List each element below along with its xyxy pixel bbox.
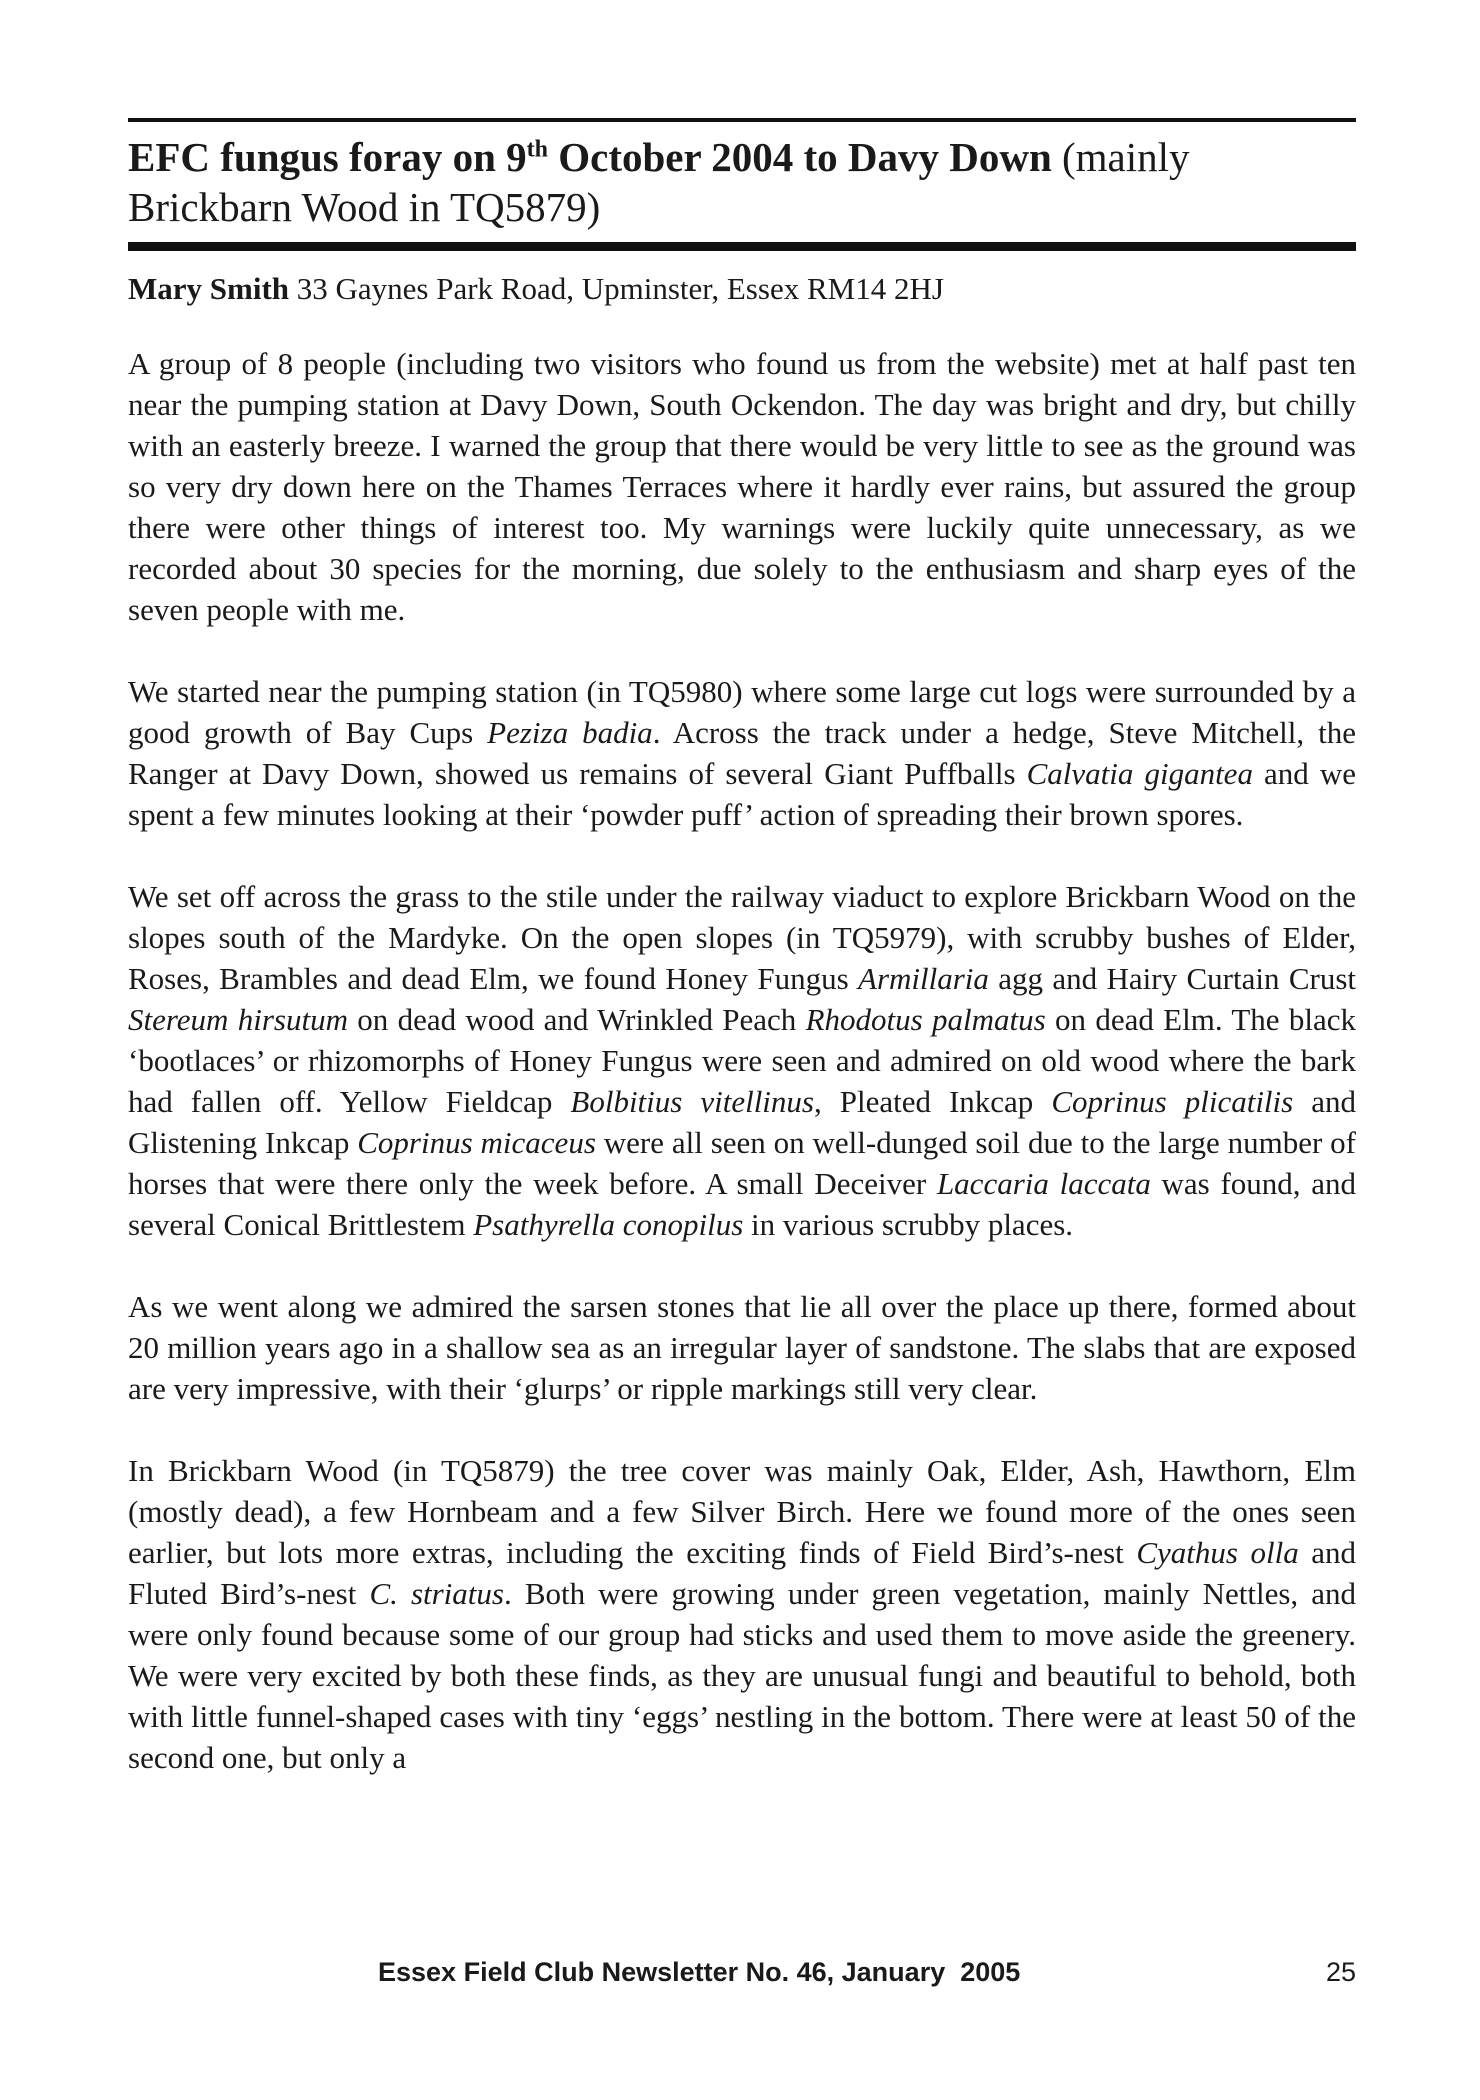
species-name: Stereum hirsutum xyxy=(128,1002,348,1037)
article-title xyxy=(128,132,1356,232)
footer-publication: Essex Field Club Newsletter No. 46, January 2005 xyxy=(378,1957,1021,1987)
species-name: Rhodotus palmatus xyxy=(805,1002,1046,1037)
species-name: Calvatia gigantea xyxy=(1026,756,1253,791)
paragraph-3-text: agg and Hairy Curtain Crust xyxy=(988,961,1357,996)
author-line xyxy=(128,269,1356,309)
top-rule xyxy=(128,118,1356,122)
paragraph-3-text: on dead Elm. The black ‘bootlaces’ or rhizomorphs of Honey Fungus were seen and admired on old wood where the bark had fallen off. Yellow Fieldcap xyxy=(128,1002,1356,1119)
paragraph-3 xyxy=(128,876,1356,1245)
title-rule xyxy=(128,242,1356,251)
species-name: Coprinus plicatilis xyxy=(1051,1084,1294,1119)
title-superscript: th xyxy=(526,136,549,163)
paragraph-5 xyxy=(128,1450,1356,1778)
paragraph-3-text: in various scrubby places. xyxy=(743,1207,1074,1242)
page-number: 25 xyxy=(1325,1957,1356,1987)
paragraph-2-text: . Across the track under a hedge, Steve Mitchell, the Ranger at Davy Down, showed us remains of several Giant Puffballs xyxy=(128,715,1356,791)
paragraph-4: As we went along we admired the sarsen stones that lie all over the place up there, formed about 20 million years ago in a shallow sea as an irregular layer of sandstone. The slabs that are exposed are very impressive, with their ‘glurps’ or ripple markings still very clear. xyxy=(128,1289,1356,1406)
paragraph-3-text: and Glistening Inkcap xyxy=(128,1084,1356,1160)
newsletter-page xyxy=(128,118,1356,2048)
species-name: Psathyrella conopilus xyxy=(473,1207,744,1242)
paragraph-1: A group of 8 people (including two visitors who found us from the website) met at half past ten near the pumping station at Davy Down, South Ockendon. The day was bright and dry, but chilly with an easterly breeze. I warned the group that there would be very little to see as the ground was so very dry down here on the Thames Terraces where it hardly ever rains, but assured the group there were other things of interest too. My warnings were luckily quite unnecessary, as we recorded about 30 species for the morning, due solely to the enthusiasm and sharp eyes of the seven people with me. xyxy=(128,346,1356,627)
species-name: Peziza badia xyxy=(487,715,653,750)
paragraph-2 xyxy=(128,671,1356,835)
paragraph-5-text: . Both were growing under green vegetation, mainly Nettles, and were only found because some of our group had sticks and used them to move aside the greenery. We were very excited by both these finds, as they are unusual fungi and beautiful to behold, both with little funnel-shaped cases with tiny ‘eggs’ nestling in the bottom. There were at least 50 of the second one, but only a xyxy=(128,1576,1356,1775)
title-bold-part-1: EFC fungus foray on 9 xyxy=(128,134,527,180)
title-rest: (mainly Brickbarn Wood in TQ5879) xyxy=(128,134,1190,230)
species-name: C. striatus xyxy=(369,1576,504,1611)
paragraph-3-text: on dead wood and Wrinkled Peach xyxy=(347,1002,806,1037)
species-name: Laccaria laccata xyxy=(936,1166,1151,1201)
author-address: 33 Gaynes Park Road, Upminster, Essex RM14 2HJ xyxy=(289,271,944,306)
species-name: Armillaria xyxy=(858,961,989,996)
species-name: Bolbitius vitellinus xyxy=(570,1084,814,1119)
paragraph-3-text: was found, and several Conical Brittlestem xyxy=(128,1166,1356,1242)
paragraph-2-text: We started near the pumping station (in TQ5980) where some large cut logs were surrounded by a good growth of Bay Cups xyxy=(128,674,1356,750)
paragraph-5-text: and Fluted Bird’s-nest xyxy=(128,1535,1356,1611)
paragraph-3-text: were all seen on well-dunged soil due to the large number of horses that were there only the week before. A small Deceiver xyxy=(128,1125,1357,1201)
title-bold-part-2: October 2004 to Davy Down xyxy=(548,134,1052,180)
paragraph-2-text: and we spent a few minutes looking at their ‘powder puff’ action of spreading their brown spores. xyxy=(128,756,1357,832)
paragraph-3-text: We set off across the grass to the stile under the railway viaduct to explore Brickbarn Wood on the slopes south of the Mardyke. On the open slopes (in TQ5979), with scrubby bushes of Elder, Roses, Brambles and dead Elm, we found Honey Fungus xyxy=(128,879,1356,996)
species-name: Coprinus micaceus xyxy=(357,1125,596,1160)
paragraph-5-text: In Brickbarn Wood (in TQ5879) the tree cover was mainly Oak, Elder, Ash, Hawthorn, Elm (mostly dead), a few Hornbeam and a few Silver Birch. Here we found more of the ones seen earlier, but lots more extras, including the exciting finds of Field Bird’s-nest xyxy=(128,1453,1356,1570)
paragraph-3-text: , Pleated Inkcap xyxy=(813,1084,1052,1119)
species-name: Cyathus olla xyxy=(1136,1535,1299,1570)
author-name: Mary Smith xyxy=(128,271,290,306)
